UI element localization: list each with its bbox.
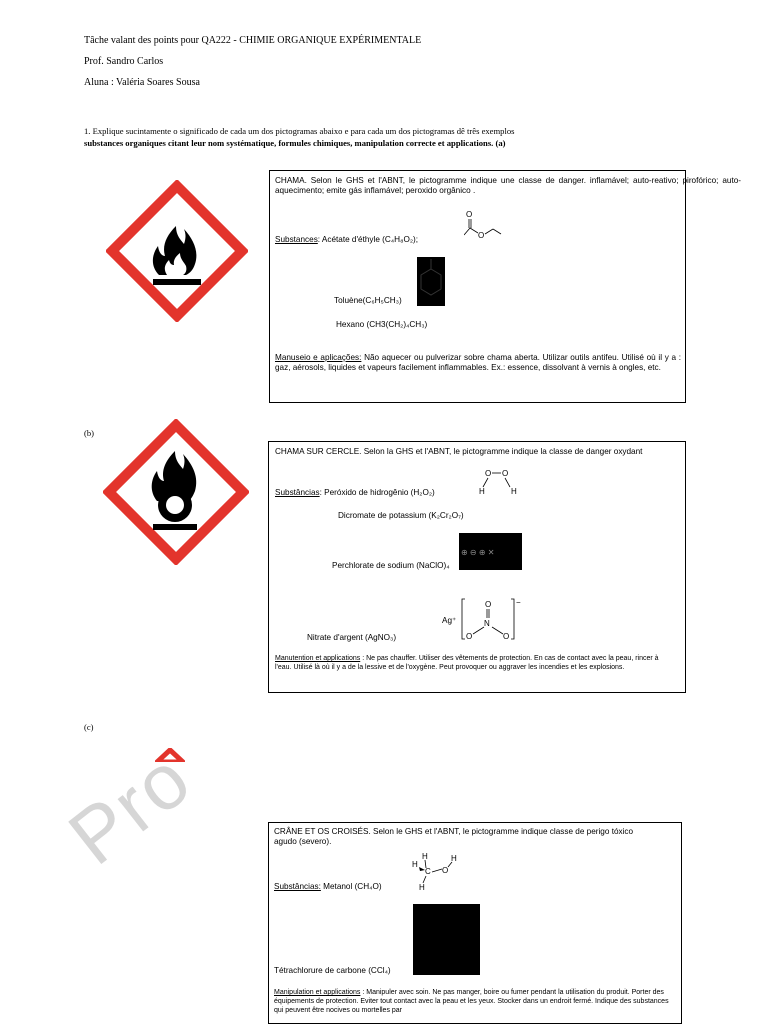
perchlorate-icon — [459, 533, 522, 570]
flame-pictogram — [106, 180, 248, 322]
nitrate-structure — [461, 597, 523, 641]
manuseio-label: Manuseio e aplicações: — [275, 353, 362, 362]
svg-text:H: H — [451, 854, 457, 863]
silver-cation-label: Ag⁺ — [442, 616, 457, 625]
svg-text:O: O — [485, 469, 492, 478]
manipulation-text: : Manipuler avec soin. Ne pas manger, boire ou fumer pendant la utilisation du produit. Porter des équipements de protection. Eviter tout contact avec la peau et les yeux. Stocker dans un endroit fermé. Indique des substances qui peuvent être nocives ou mortelles par — [274, 989, 669, 1014]
section-a-substance-1 — [275, 235, 418, 245]
svg-text:H: H — [479, 487, 485, 496]
question-text — [84, 125, 684, 149]
section-b-manutention — [275, 654, 667, 672]
svg-text:−: − — [516, 598, 521, 607]
section-c-label: (c) — [84, 722, 94, 732]
svg-text:O: O — [466, 632, 473, 641]
svg-text:N: N — [484, 619, 490, 628]
section-b-substance-3: Perchlorate de sodium (NaClO)₄ — [332, 561, 450, 570]
section-b-intro: CHAMA SUR CERCLE. Selon la GHS et l'ABNT, le pictogramme indique la classe de danger oxydant — [275, 447, 643, 456]
methanol-icon — [411, 851, 465, 891]
section-b-substance-1 — [275, 488, 435, 498]
svg-text:O: O — [478, 231, 485, 240]
peroxide-structure — [477, 468, 523, 498]
manipulation-label: Manipulation et applications — [274, 989, 361, 996]
student-line: Aluna : Valéria Soares Sousa — [84, 77, 200, 88]
carbon-tetrachloride-image — [413, 904, 480, 975]
manuseio-text: Não aquecer ou pulverizar sobre chama aberta. Utilizar outils antifeu. Utilisé où il y a : gaz, aérosols, liquides et vapeurs facilement inflammables. Ex.: essence, dissolvant à vernis à ongles, etc. — [275, 353, 681, 372]
section-a-manuseio — [275, 353, 681, 372]
flame-icon — [106, 180, 248, 322]
methanol-text: Metanol (CH₄O) — [323, 882, 382, 891]
oxidizer-pictogram — [103, 419, 249, 565]
ethyl-acetate-icon — [464, 209, 514, 243]
section-b-label: (b) — [84, 428, 94, 438]
section-a-box — [269, 170, 741, 403]
svg-text:O: O — [466, 210, 473, 219]
section-a-intro: CHAMA. Selon le GHS et l'ABNT, le pictogramme indique une classe de danger. inflamável; auto-reativo; pirofórico; auto-aquecimento; emite gás inflamável; peroxido orgânico . — [275, 176, 741, 195]
svg-text:⊕ ⊖ ⊕ ✕: ⊕ ⊖ ⊕ ✕ — [461, 548, 495, 557]
section-c-substance-2: Tétrachlorure de carbone (CCl₄) — [274, 966, 391, 975]
toluene-structure-image — [417, 257, 445, 306]
svg-text:H: H — [422, 852, 428, 861]
svg-text:H: H — [511, 487, 517, 496]
perchlorate-structure-image — [459, 533, 522, 570]
section-c-intro: CRÂNE ET OS CROISÉS. Selon le GHS et l'ABNT, le pictogramme indique classe de perigo tóxico agudo (severo). — [274, 827, 634, 846]
document-title: Tâche valant des points pour QA222 - CHIMIE ORGANIQUE EXPÉRIMENTALE — [84, 35, 422, 46]
question-line-2: substances organiques citant leur nom systématique, formules chimiques, manipulation correcte et applications. (a) — [84, 138, 506, 148]
manutention-text: : Ne pas chauffer. Utiliser des vêtements de protection. En cas de contact avec la peau, rincer à l'eau. Utilisé là où il y a de la lessive et de l'oxygène. Peut provoquer ou aggraver les incendies et les explosions. — [275, 655, 659, 671]
section-b-substance-4: Nitrate d'argent (AgNO₃) — [307, 633, 397, 642]
section-b-box — [268, 441, 686, 693]
peroxide-text: : Peróxido de hidrogênio (H₂O₂) — [319, 488, 435, 497]
toluene-icon — [417, 257, 445, 306]
section-c-substance-1 — [274, 882, 382, 892]
section-c-box — [268, 822, 682, 1024]
flame-over-circle-icon — [103, 419, 249, 565]
substances-label-c: Substâncias: — [274, 882, 321, 891]
methanol-structure — [411, 851, 465, 891]
svg-text:O: O — [503, 632, 510, 641]
section-c-manipulation — [274, 988, 674, 1015]
svg-text:H: H — [419, 883, 425, 891]
section-a-substance-2: Toluène(C₆H₅CH₃) — [334, 296, 402, 305]
professor-line: Prof. Sandro Carlos — [84, 56, 164, 67]
ethyl-acetate-structure — [464, 209, 514, 243]
section-a-substance-3: Hexano (CH3(CH₂)₄CH₃) — [336, 320, 428, 329]
preview-watermark: Pro — [52, 733, 208, 882]
section-b-substance-2: Dicromate de potassium (K₂Cr₂O₇) — [338, 511, 464, 520]
svg-text:O: O — [502, 469, 509, 478]
nitrate-icon — [461, 597, 523, 641]
substances-label-a: Substances — [275, 235, 318, 244]
svg-text:O: O — [485, 600, 492, 609]
substances-label-b: Substâncias — [275, 488, 320, 497]
peroxide-icon — [477, 468, 523, 498]
svg-text:O: O — [442, 866, 449, 875]
svg-text:H: H — [412, 860, 418, 869]
question-line-1: 1. Explique sucintamente o significado de cada um dos pictogramas abaixo e para cada um dos pictogramas dê três exemplos — [84, 126, 515, 136]
ethyl-acetate-text: : Acétate d'éthyle (C₄H₈O₂); — [317, 235, 419, 244]
manutention-label: Manutention et applications — [275, 655, 361, 662]
svg-text:C: C — [425, 867, 431, 876]
